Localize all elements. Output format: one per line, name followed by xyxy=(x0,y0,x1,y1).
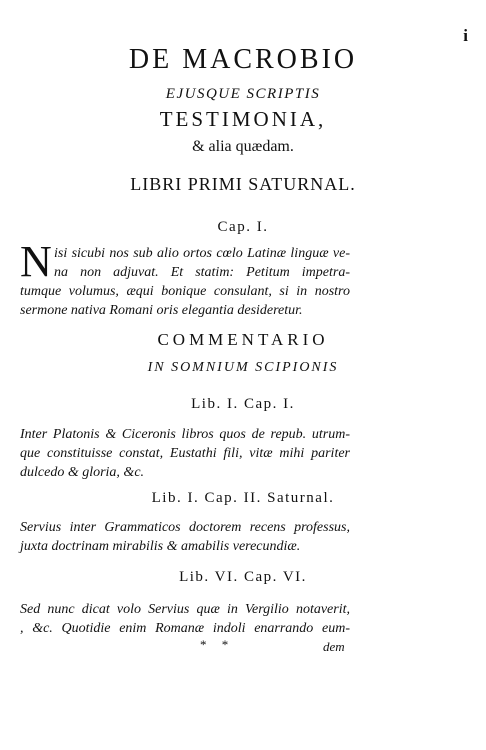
section2-chapter: Lib. I. Cap. I. xyxy=(191,396,295,412)
page-subtitle: EJUSQUE SCRIPTIS xyxy=(165,86,321,102)
subheading: & alia quædam. xyxy=(192,138,294,155)
text-line: , &c. Quotidie enim Romanæ indoli enarrando eum- xyxy=(20,621,350,636)
section3-chapter: Lib. I. Cap. II. Saturnal. xyxy=(151,490,335,506)
section4-text xyxy=(20,600,350,638)
drop-cap: N xyxy=(20,237,52,286)
text-line: dulcedo & gloria, &c. xyxy=(20,465,145,480)
page-title: DE MACROBIO xyxy=(128,44,358,75)
section2-text xyxy=(20,425,350,482)
text-line: Inter Platonis & Ciceronis libros quos de repub. utrum- xyxy=(20,427,350,442)
text-line: que constituisse constat, Eustathi fili, vitæ mihi pariter xyxy=(20,446,350,461)
section1-text xyxy=(20,244,350,320)
text-line: na non adjuvat. Et statim: Petitum impetra- xyxy=(54,265,350,280)
section4-chapter: Lib. VI. Cap. VI. xyxy=(179,569,307,585)
section3-text xyxy=(20,518,350,556)
text-line: Servius inter Grammaticos doctorem recens professus, xyxy=(20,520,350,535)
section2-title: COMMENTARIO xyxy=(157,330,329,349)
page-number: i xyxy=(463,26,468,45)
section2-subtitle: IN SOMNIUM SCIPIONIS xyxy=(147,360,339,375)
signature-mark: * * xyxy=(200,637,235,652)
section1-chapter: Cap. I. xyxy=(217,219,269,235)
text-line: isi sicubi nos sub alio ortos cœlo Latinæ linguæ ve- xyxy=(54,246,350,261)
text-line: tumque volumus, æqui bonique consulant, si in nostro xyxy=(20,284,350,299)
heading: TESTIMONIA, xyxy=(159,107,327,131)
section1-title: LIBRI PRIMI SATURNAL. xyxy=(130,174,356,194)
text-line: juxta doctrinam mirabilis & amabilis verecundiæ. xyxy=(20,539,301,554)
text-line: sermone nativa Romani oris elegantia desideretur. xyxy=(20,303,303,318)
catchword: dem xyxy=(323,639,345,654)
text-line: Sed nunc dicat volo Servius quæ in Vergilio notaverit, xyxy=(20,602,350,617)
